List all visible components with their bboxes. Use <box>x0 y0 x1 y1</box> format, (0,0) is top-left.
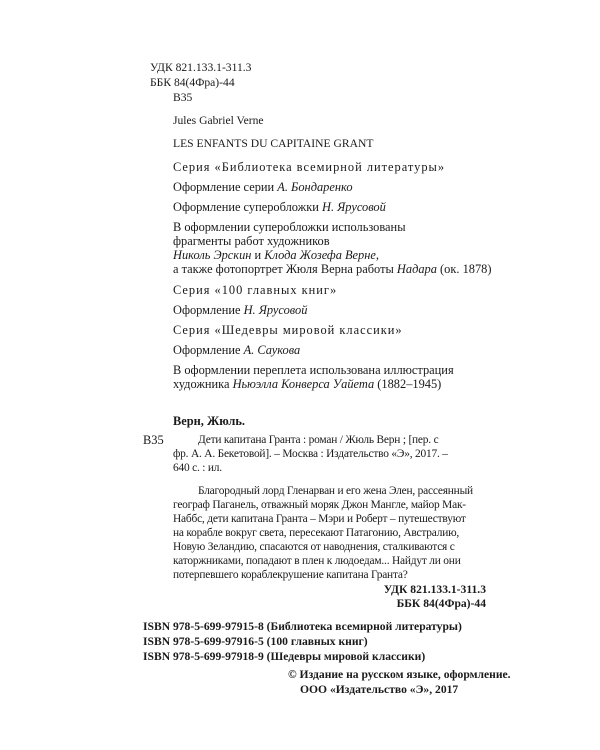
series-design-credit: Оформление Н. Ярусовой <box>173 303 308 317</box>
annotation-line: потерпевшего кораблекрушение капитана Гранта? <box>173 569 408 581</box>
cover-artists: Николь Эрскин и Клода Жозефа Верне, <box>173 248 379 262</box>
binding-note-line: В оформлении переплета использована иллюстрация <box>173 363 454 377</box>
catalog-author-heading: Верн, Жюль. <box>173 414 246 428</box>
series-name: Серия «Шедевры мировой классики» <box>173 323 403 337</box>
isbn-line: ISBN 978-5-699-97916-5 (100 главных книг) <box>143 635 368 648</box>
catalog-description-line: 640 с. : ил. <box>173 462 222 474</box>
author-code: В35 <box>173 91 193 104</box>
series-design-credit: Оформление А. Саукова <box>173 343 301 357</box>
udk-code: УДК 821.133.1-311.3 <box>150 61 252 74</box>
cover-design-credit: Оформление суперобложки Н. Ярусовой <box>173 200 386 214</box>
annotation-line: Новую Зеландию, спасаются от наводнения, сталкиваются с <box>173 541 455 553</box>
catalog-description-line: Дети капитана Гранта : роман / Жюль Верн ; [пер. с <box>198 434 439 446</box>
original-author: Jules Gabriel Verne <box>173 114 264 127</box>
cover-note-line: В оформлении суперобложки использованы <box>173 220 406 234</box>
bbk-code: ББК 84(4Фра)-44 <box>150 76 235 89</box>
series-name: Серия «Библиотека всемирной литературы» <box>173 160 446 174</box>
portrait-credit: а также фотопортрет Жюля Верна работы Надара (ок. 1878) <box>173 262 492 276</box>
annotation-line: Наббс, дети капитана Гранта – Мэри и Роберт – путешествуют <box>173 513 466 525</box>
annotation-line: географ Паганель, отважный моряк Джон Мангле, майор Мак- <box>173 499 466 511</box>
annotation-line: каторжниками, попадают в плен к людоедам... Найдут ли они <box>173 555 461 567</box>
catalog-udk: УДК 821.133.1-311.3 <box>383 583 486 596</box>
cover-note-line: фрагменты работ художников <box>173 234 330 248</box>
annotation-line: на корабле вокруг света, пересекают Патагонию, Австралию, <box>173 527 460 539</box>
binding-artist: художника Ньюэлла Конверса Уайета (1882–1945) <box>173 377 442 391</box>
isbn-line: ISBN 978-5-699-97915-8 (Библиотека всемирной литературы) <box>143 620 462 633</box>
original-title: LES ENFANTS DU CAPITAINE GRANT <box>173 137 374 150</box>
annotation-line: Благородный лорд Гленарван и его жена Элен, рассеянный <box>198 485 473 497</box>
catalog-code: В35 <box>143 433 164 447</box>
series-name: Серия «100 главных книг» <box>173 283 338 297</box>
catalog-description-line: фр. А. А. Бекетовой]. – Москва : Издательство «Э», 2017. – <box>173 448 448 460</box>
copyright-line: © Издание на русском языке, оформление. <box>288 668 511 681</box>
isbn-line: ISBN 978-5-699-97918-9 (Шедевры мировой классики) <box>143 650 426 663</box>
series-design-credit: Оформление серии А. Бондаренко <box>173 180 353 194</box>
catalog-bbk: ББК 84(4Фра)-44 <box>396 597 486 610</box>
copyright-line: ООО «Издательство «Э», 2017 <box>300 683 459 696</box>
